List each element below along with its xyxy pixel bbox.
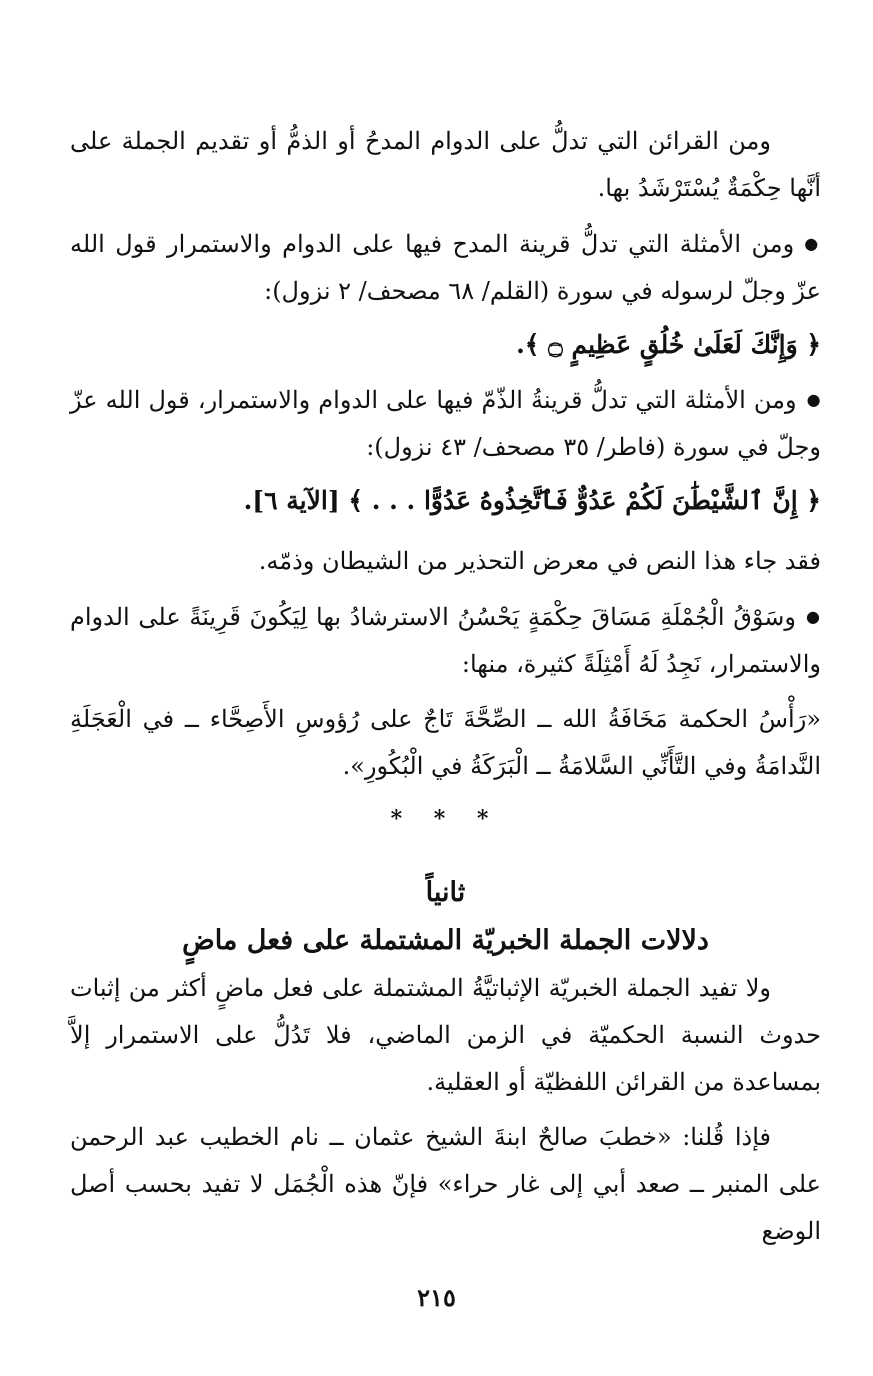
paragraph-blame-example: ● ومن الأمثلة التي تدلُّ قرينةُ الذّمّ فيها على الدوام والاستمرار، قول الله عزّ وجلّ في سورة (فاطر/ ٣٥ مصحف/ ٤٣ نزول):: [70, 376, 821, 471]
quran-verse-fatir: ﴿ إِنَّ ٱلشَّيْطَٰنَ لَكُمْ عَدُوٌّ فَٱتَّخِذُوهُ عَدُوًّا . . . ﴾ [الآية ٦].: [243, 486, 821, 515]
paragraph-proverbs: «رَأْسُ الحكمة مَخَافَةُ الله ــ الصِّحَّةَ تَاجٌ على رُؤوسِ الأَصِحَّاء ــ في الْعَجَلَةِ النَّدامَةُ وفي التَّأَنِّي السَّلامَةُ ــ الْبَرَكَةُ في الْبُكُورِ».: [70, 705, 821, 780]
section-number-heading: ثانياً: [425, 877, 466, 908]
section-title-heading: دلالات الجملة الخبريّة المشتملة على فعل ماضٍ: [182, 925, 709, 956]
paragraph-intro: ومن القرائن التي تدلُّ على الدوام المدحُ أو الذمُّ أو تقديم الجملة على أنَّها حِكْمَةٌ يُسْتَرْشَدُ بها.: [70, 127, 821, 202]
paragraph-past-verb: ولا تفيد الجملة الخبريّة الإثباتيَّةُ المشتملة على فعل ماضٍ أكثر من إثبات حدوث النسبة الحكميّة في الزمن الماضي، فلا تَدُلُّ على الاستمرار إلاَّ بمساعدة من القرائن اللفظيّة أو العقلية.: [70, 974, 821, 1096]
paragraph-commentary: فقد جاء هذا النص في معرض التحذير من الشيطان وذمّه.: [258, 547, 821, 575]
page-number: ٢١٥: [417, 1283, 456, 1312]
quran-verse-qalam: ﴿ وَإِنَّكَ لَعَلَىٰ خُلُقٍ عَظِيمٍ ۝ ﴾.: [516, 330, 821, 359]
paragraph-wisdom: ● وسَوْقُ الْجُمْلَةِ مَسَاقَ حِكْمَةٍ يَحْسُنُ الاسترشادُ بها لِيَكُونَ قَرِينَةً على الدوام والاستمرار، نَجِدُ لَهُ أَمْثِلَةً كثيرة، منها:: [70, 593, 821, 688]
section-divider: * * *: [390, 806, 501, 832]
paragraph-praise-example: ● ومن الأمثلة التي تدلُّ قرينة المدح فيها على الدوام والاستمرار قول الله عزّ وجلّ لرسوله في سورة (القلم/ ٦٨ مصحف/ ٢ نزول):: [70, 220, 821, 315]
paragraph-examples: فإذا قُلنا: «خطبَ صالحٌ ابنةَ الشيخ عثمان ــ نام الخطيب عبد الرحمن على المنبر ــ صعد أبي إلى غار حراء» فإنّ هذه الْجُمَل لا تفيد بحسب أصل الوضع: [70, 1123, 821, 1245]
